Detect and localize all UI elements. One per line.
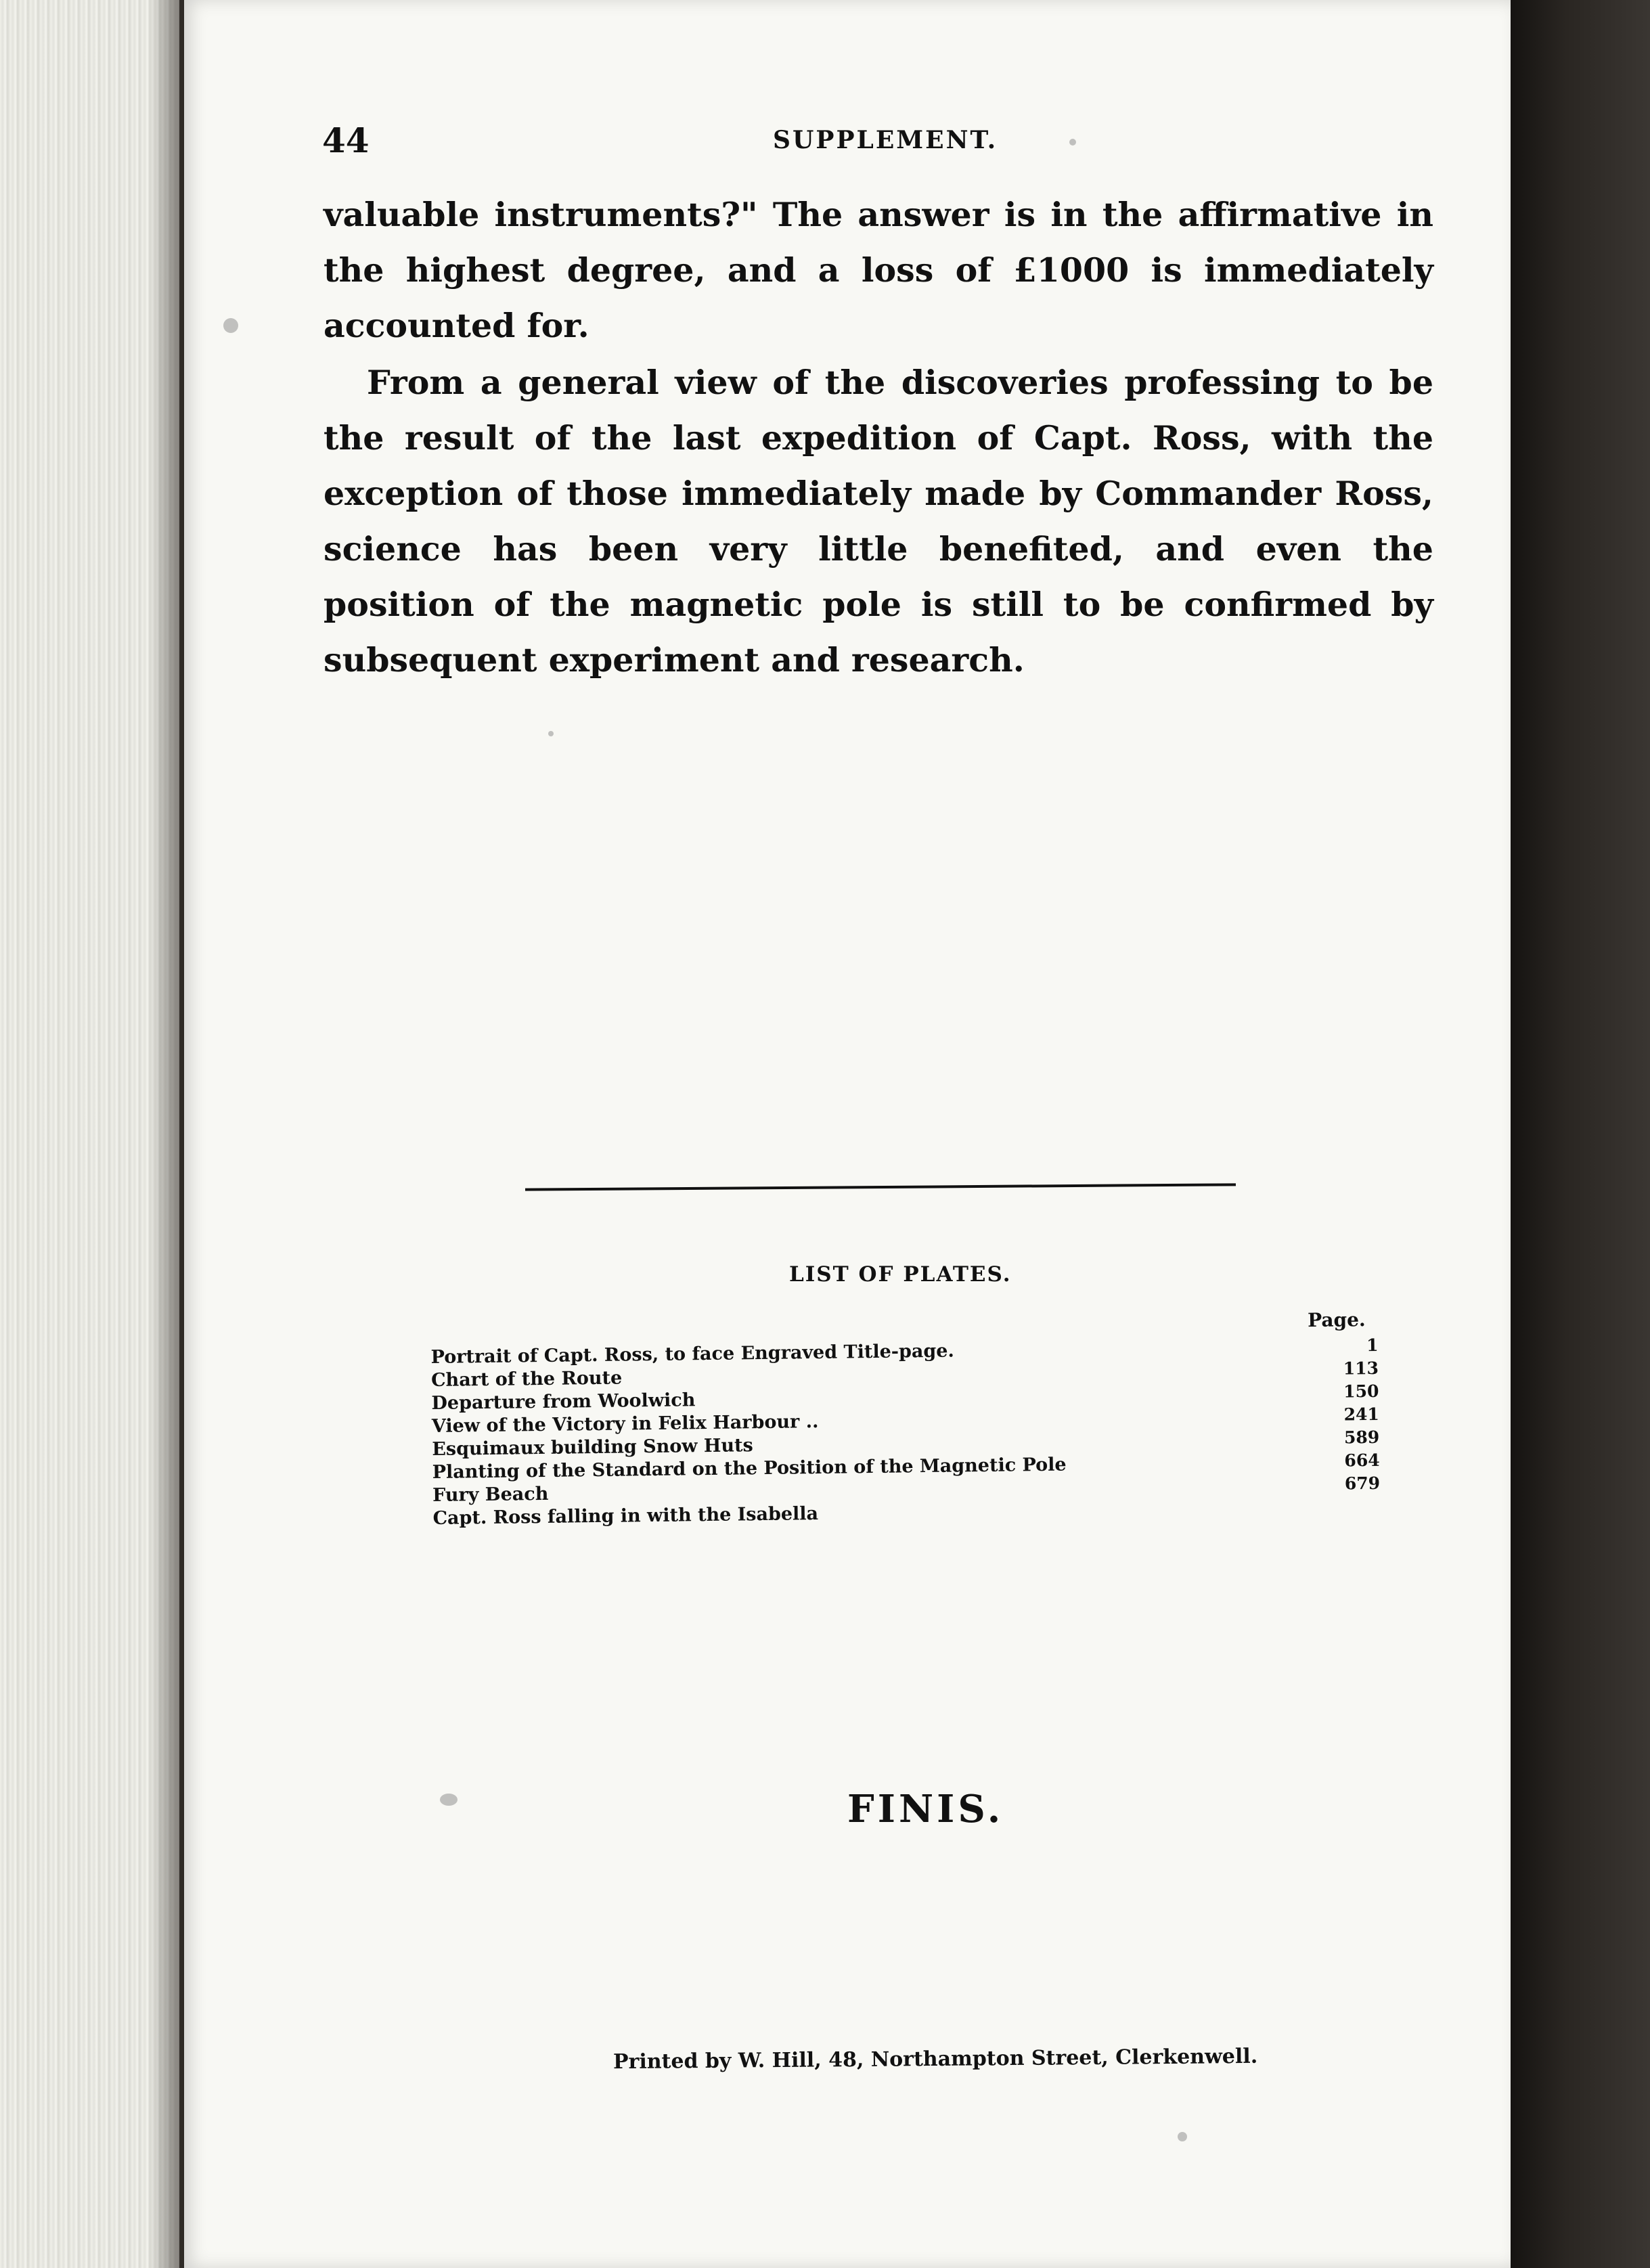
paper-speck <box>1069 139 1076 146</box>
plate-page-number: 664 <box>1344 1450 1380 1471</box>
plate-page-number <box>1326 1496 1380 1497</box>
plate-page-number: 113 <box>1343 1358 1379 1379</box>
finis: FINIS. <box>847 1787 1004 1831</box>
page-header <box>322 120 1432 161</box>
page-right-edge <box>1511 0 1650 2268</box>
body-text <box>324 187 1433 688</box>
printer-imprint: Printed by W. Hill, 48, Northampton Street, Clerkenwell. <box>612 2044 1258 2074</box>
plate-page-number: 150 <box>1343 1381 1379 1402</box>
plate-title: Capt. Ross falling in with the Isabella <box>432 1503 819 1529</box>
plate-title: Portrait of Capt. Ross, to face Engraved Title-page. <box>430 1340 955 1368</box>
paper-speck <box>440 1794 458 1806</box>
plate-page-number: 679 <box>1344 1473 1381 1494</box>
paragraph-2: From a general view of the discoveries professing to be the result of the last expedition of Capt. Ross, with the exception of those immediately made by Commander Ross, science has been very little benefited, and even the position of the magnetic pole is still to be confirmed by subsequent experiment and research. <box>324 363 1433 680</box>
plate-page-number: 589 <box>1343 1427 1380 1448</box>
plate-page-number: 1 <box>1366 1335 1379 1356</box>
plates-title: LIST OF PLATES. <box>789 1262 1012 1287</box>
paper-speck <box>1178 2132 1187 2141</box>
paper-speck <box>223 318 238 333</box>
paper-speck <box>548 731 554 736</box>
plate-title: Esquimaux building Snow Huts <box>432 1435 753 1460</box>
plate-title: Chart of the Route <box>430 1367 623 1391</box>
plate-title: View of the Victory in Felix Harbour .. <box>431 1411 819 1437</box>
paragraph-1: valuable instruments?" The answer is in the affirmative in the highest degree, and a loss of £1000 is immediately accounted for. <box>324 195 1433 345</box>
running-head: SUPPLEMENT. <box>773 126 998 154</box>
page-number: 44 <box>322 120 370 160</box>
plates-page-label: Page. <box>1307 1308 1366 1332</box>
plate-title: Departure from Woolwich <box>431 1389 696 1414</box>
plate-title: Planting of the Standard on the Position of the Magnetic Pole <box>432 1454 1067 1483</box>
plate-page-number: 241 <box>1343 1404 1379 1425</box>
plate-title: Fury Beach <box>432 1483 549 1506</box>
